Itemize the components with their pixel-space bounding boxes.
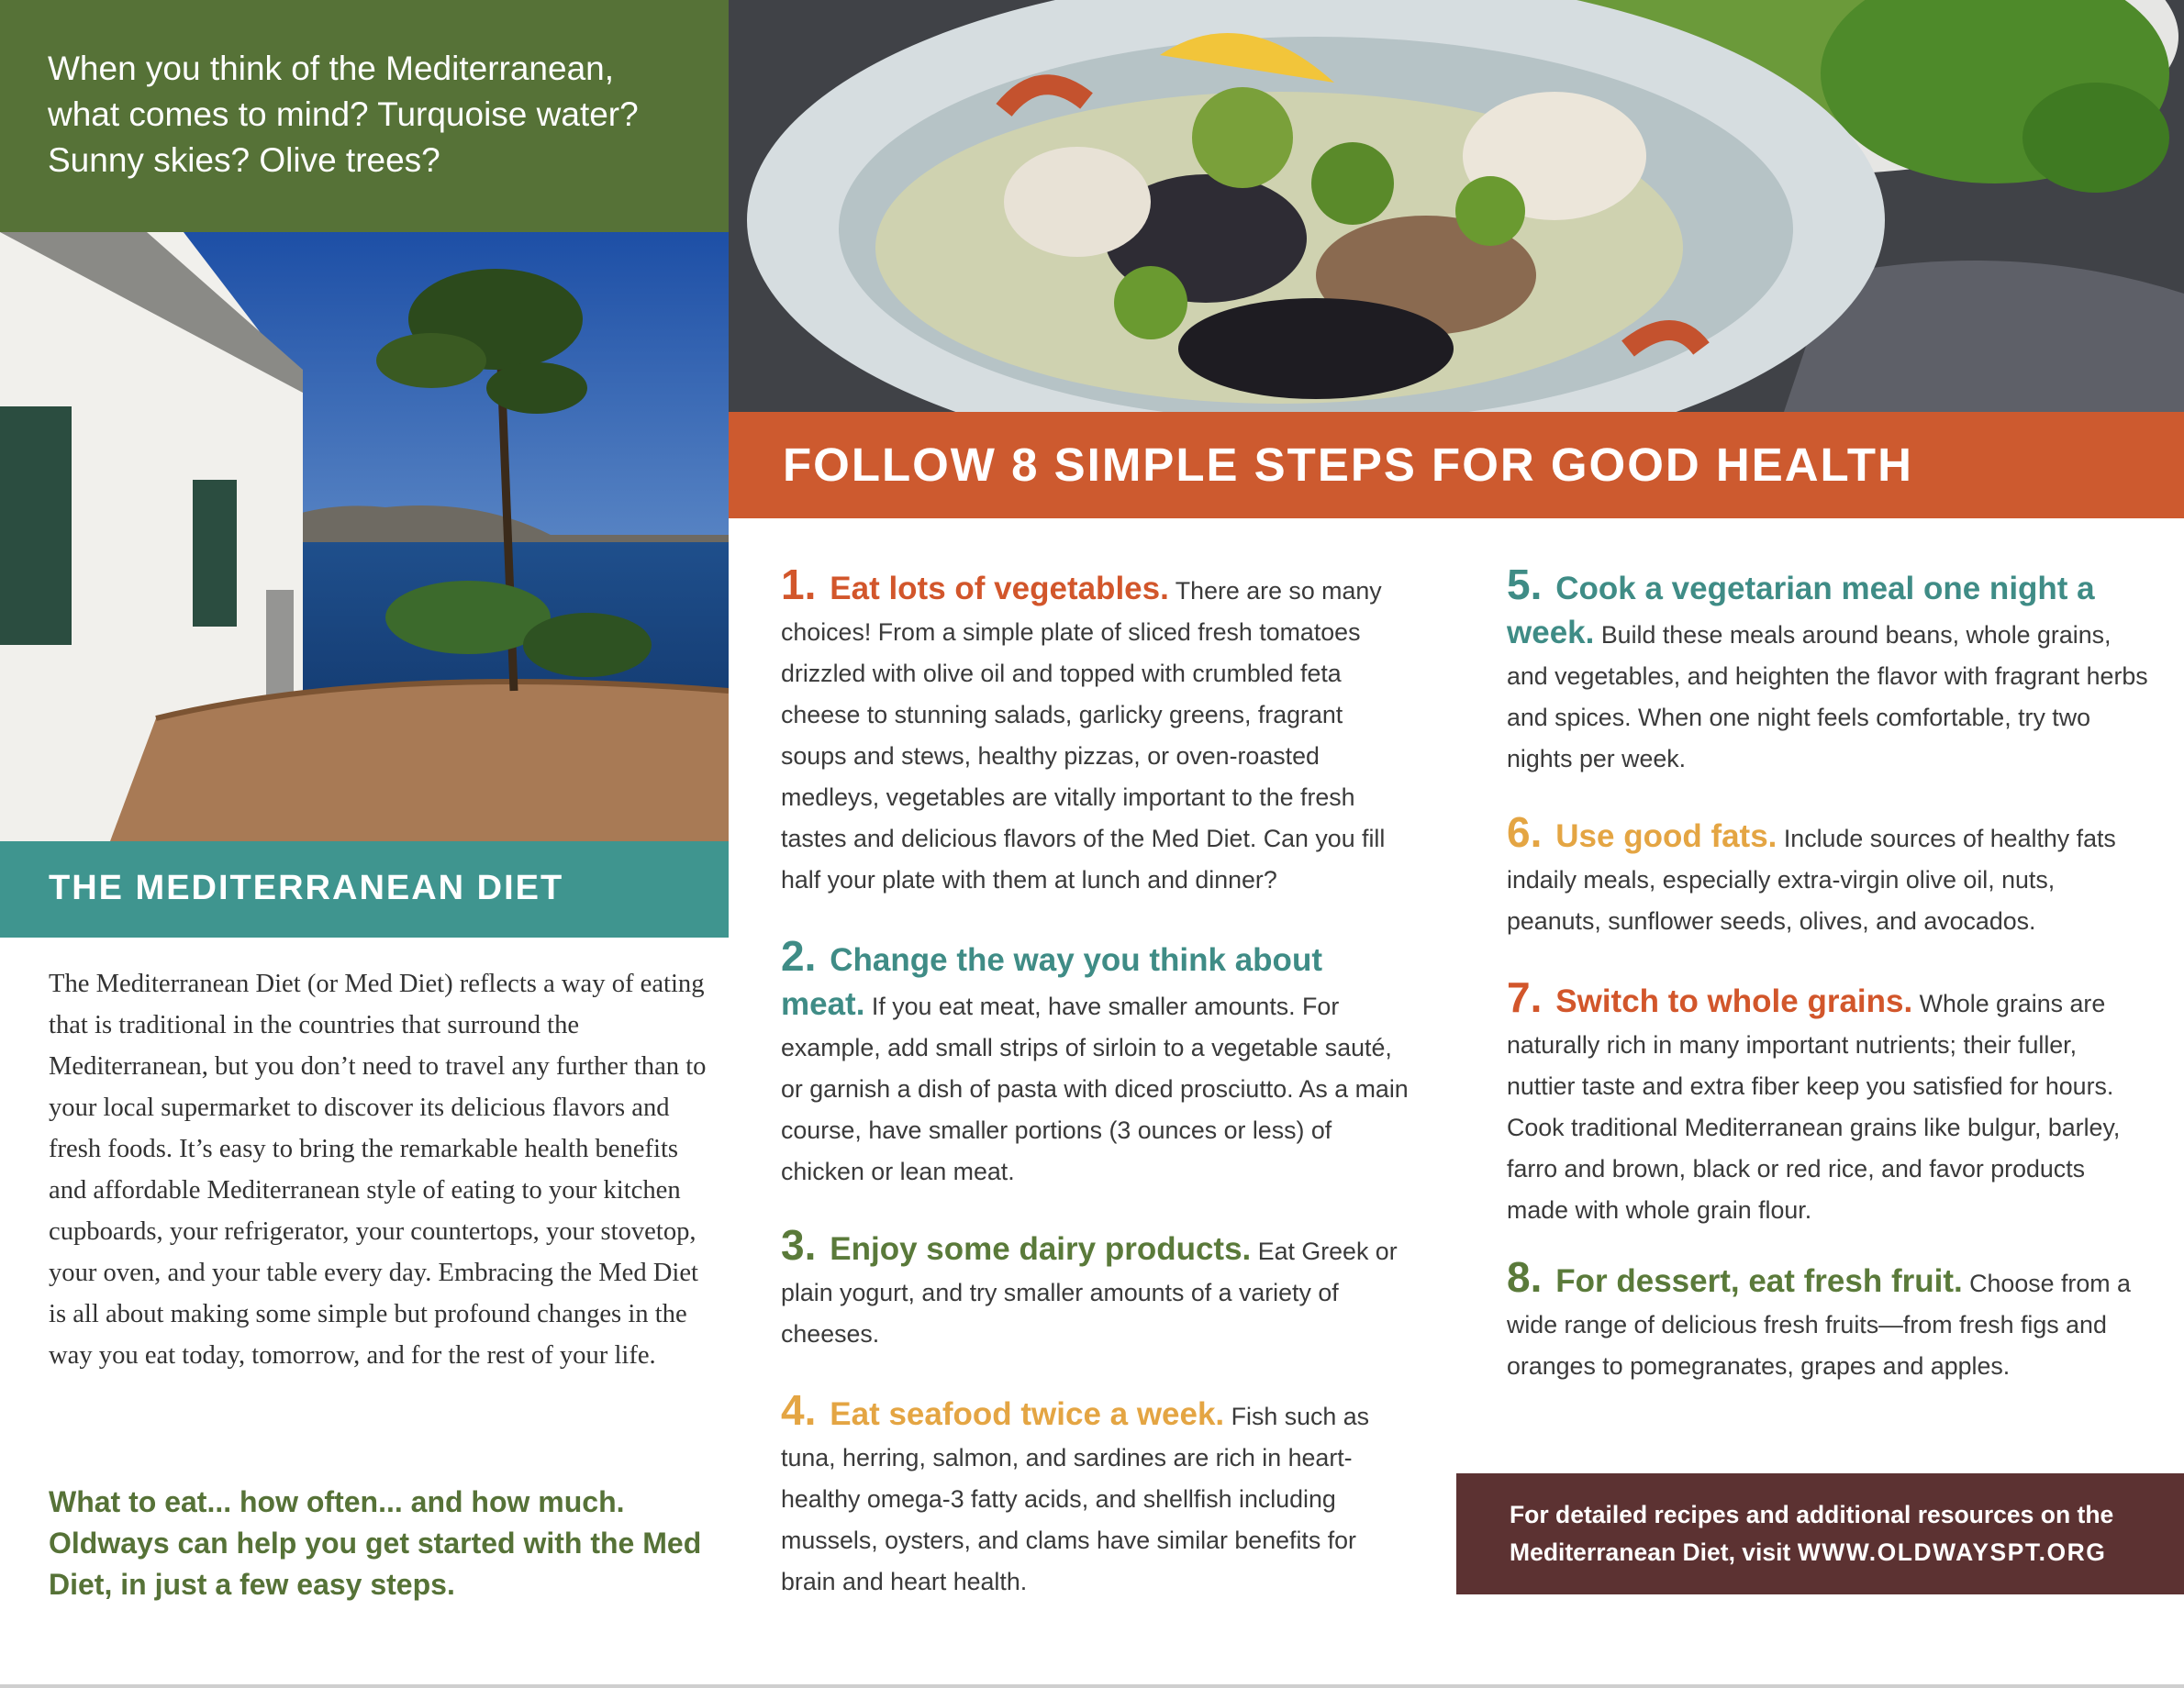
step-8-body: Choose from a wide range of delicious fresh fruits—from fresh figs and oranges to pomegranates, grapes and apples.: [1507, 1270, 2131, 1380]
step-8: [1507, 1253, 2149, 1387]
step-2-heading: Change the way you think about meat.: [781, 942, 1322, 1022]
step-4: [781, 1386, 1414, 1603]
intro-box: [0, 0, 729, 232]
diet-body-text: The Mediterranean Diet (or Med Diet) reflects a way of eating that is traditional in the countries that surround the Mediterranean, but you don’t need to travel any further than to your local supermarket to discover its delicious flavors and fresh foods. It’s easy to bring the remarkable health benefits and affordable Mediterranean style of eating to your kitchen cupboards, your refrigerator, your countertops, your stovetop, your oven, and your table every day. Embracing the Med Diet is all about making some simple but profound changes in the way you eat today, tomorrow, and for the rest of your life.: [49, 970, 707, 1370]
step-1-heading: Eat lots of vegetables.: [830, 571, 1169, 606]
step-7-number: 7.: [1507, 973, 1543, 1021]
seafood-photo: [729, 0, 2184, 412]
resources-box: [1456, 1473, 2184, 1594]
seafood-bowl-illustration: [729, 0, 2184, 412]
villa-sea-photo: [0, 232, 729, 841]
resources-url-link[interactable]: WWW.OLDWAYSPT.ORG: [1797, 1538, 2107, 1566]
step-3: [781, 1221, 1414, 1355]
step-3-number: 3.: [781, 1221, 817, 1269]
diet-title-bar: [0, 841, 729, 938]
step-7: [1507, 973, 2149, 1231]
step-5: [1507, 561, 2149, 780]
diet-callout-text: What to eat... how often... and how much. Oldways can help you get started with the Med Diet, in just a few easy steps.: [49, 1485, 702, 1601]
step-1-body: There are so many choices! From a simple plate of sliced fresh tomatoes drizzled with olive oil and topped with crumbled feta cheese to stunning salads, garlicky greens, fragrant soups and stews, healthy pizzas, or oven-roasted medleys, vegetables are vitally important to the fresh tastes and delicious flavors of the Med Diet. Can you fill half your plate with them at lunch and dinner?: [781, 577, 1386, 894]
step-1: [781, 561, 1414, 901]
resources-label: For detailed recipes and additional resources on the Mediterranean Diet, visit: [1510, 1501, 2114, 1566]
step-4-body: Fish such as tuna, herring, salmon, and sardines are rich in heart-healthy omega-3 fatty acids, and shellfish including mussels, oysters, and clams have similar benefits for brain and heart health.: [781, 1403, 1370, 1595]
step-6-number: 6.: [1507, 808, 1543, 856]
step-4-number: 4.: [781, 1386, 817, 1434]
diet-title: THE MEDITERRANEAN DIET: [49, 869, 564, 907]
step-4-heading: Eat seafood twice a week.: [830, 1396, 1225, 1432]
step-6: [1507, 808, 2149, 942]
step-2-body: If you eat meat, have smaller amounts. For example, add small strips of sirloin to a vegetable sauté, or garnish a dish of pasta with diced prosciutto. As a main course, have smaller portions (3 ounces or less) of chicken or lean meat.: [781, 993, 1409, 1185]
step-6-body: Include sources of healthy fats indaily meals, especially extra-virgin olive oil, nuts, peanuts, sunflower seeds, olives, and avocados.: [1507, 825, 2116, 935]
step-6-heading: Use good fats.: [1555, 818, 1777, 854]
steps-title: FOLLOW 8 SIMPLE STEPS FOR GOOD HEALTH: [783, 439, 1913, 491]
resources-text: [1510, 1496, 2156, 1571]
step-8-number: 8.: [1507, 1253, 1543, 1301]
step-8-heading: For dessert, eat fresh fruit.: [1555, 1263, 1963, 1299]
step-7-body: Whole grains are naturally rich in many important nutrients; their fuller, nuttier taste and extra fiber keep you satisfied for hours. Cook traditional Mediterranean grains like bulgur, barley, farro and brown, black or red rice, and favor products made with whole grain flour.: [1507, 990, 2121, 1224]
step-5-number: 5.: [1507, 561, 1543, 608]
intro-text: When you think of the Mediterranean, what comes to mind? Turquoise water? Sunny skies? Olive trees?: [48, 50, 639, 179]
step-1-number: 1.: [781, 561, 817, 608]
step-2-number: 2.: [781, 932, 817, 980]
step-3-body: Eat Greek or plain yogurt, and try smaller amounts of a variety of cheeses.: [781, 1238, 1398, 1348]
steps-banner: [729, 412, 2184, 518]
villa-sea-illustration: [0, 232, 729, 841]
step-2: [781, 932, 1414, 1193]
step-5-body: Build these meals around beans, whole grains, and vegetables, and heighten the flavor with fragrant herbs and spices. When one night feels comfortable, try two nights per week.: [1507, 621, 2148, 772]
step-3-heading: Enjoy some dairy products.: [830, 1231, 1252, 1267]
step-5-heading: Cook a vegetarian meal one night a week.: [1507, 571, 2095, 650]
bottom-rule: [0, 1684, 2184, 1688]
step-7-heading: Switch to whole grains.: [1555, 983, 1913, 1019]
